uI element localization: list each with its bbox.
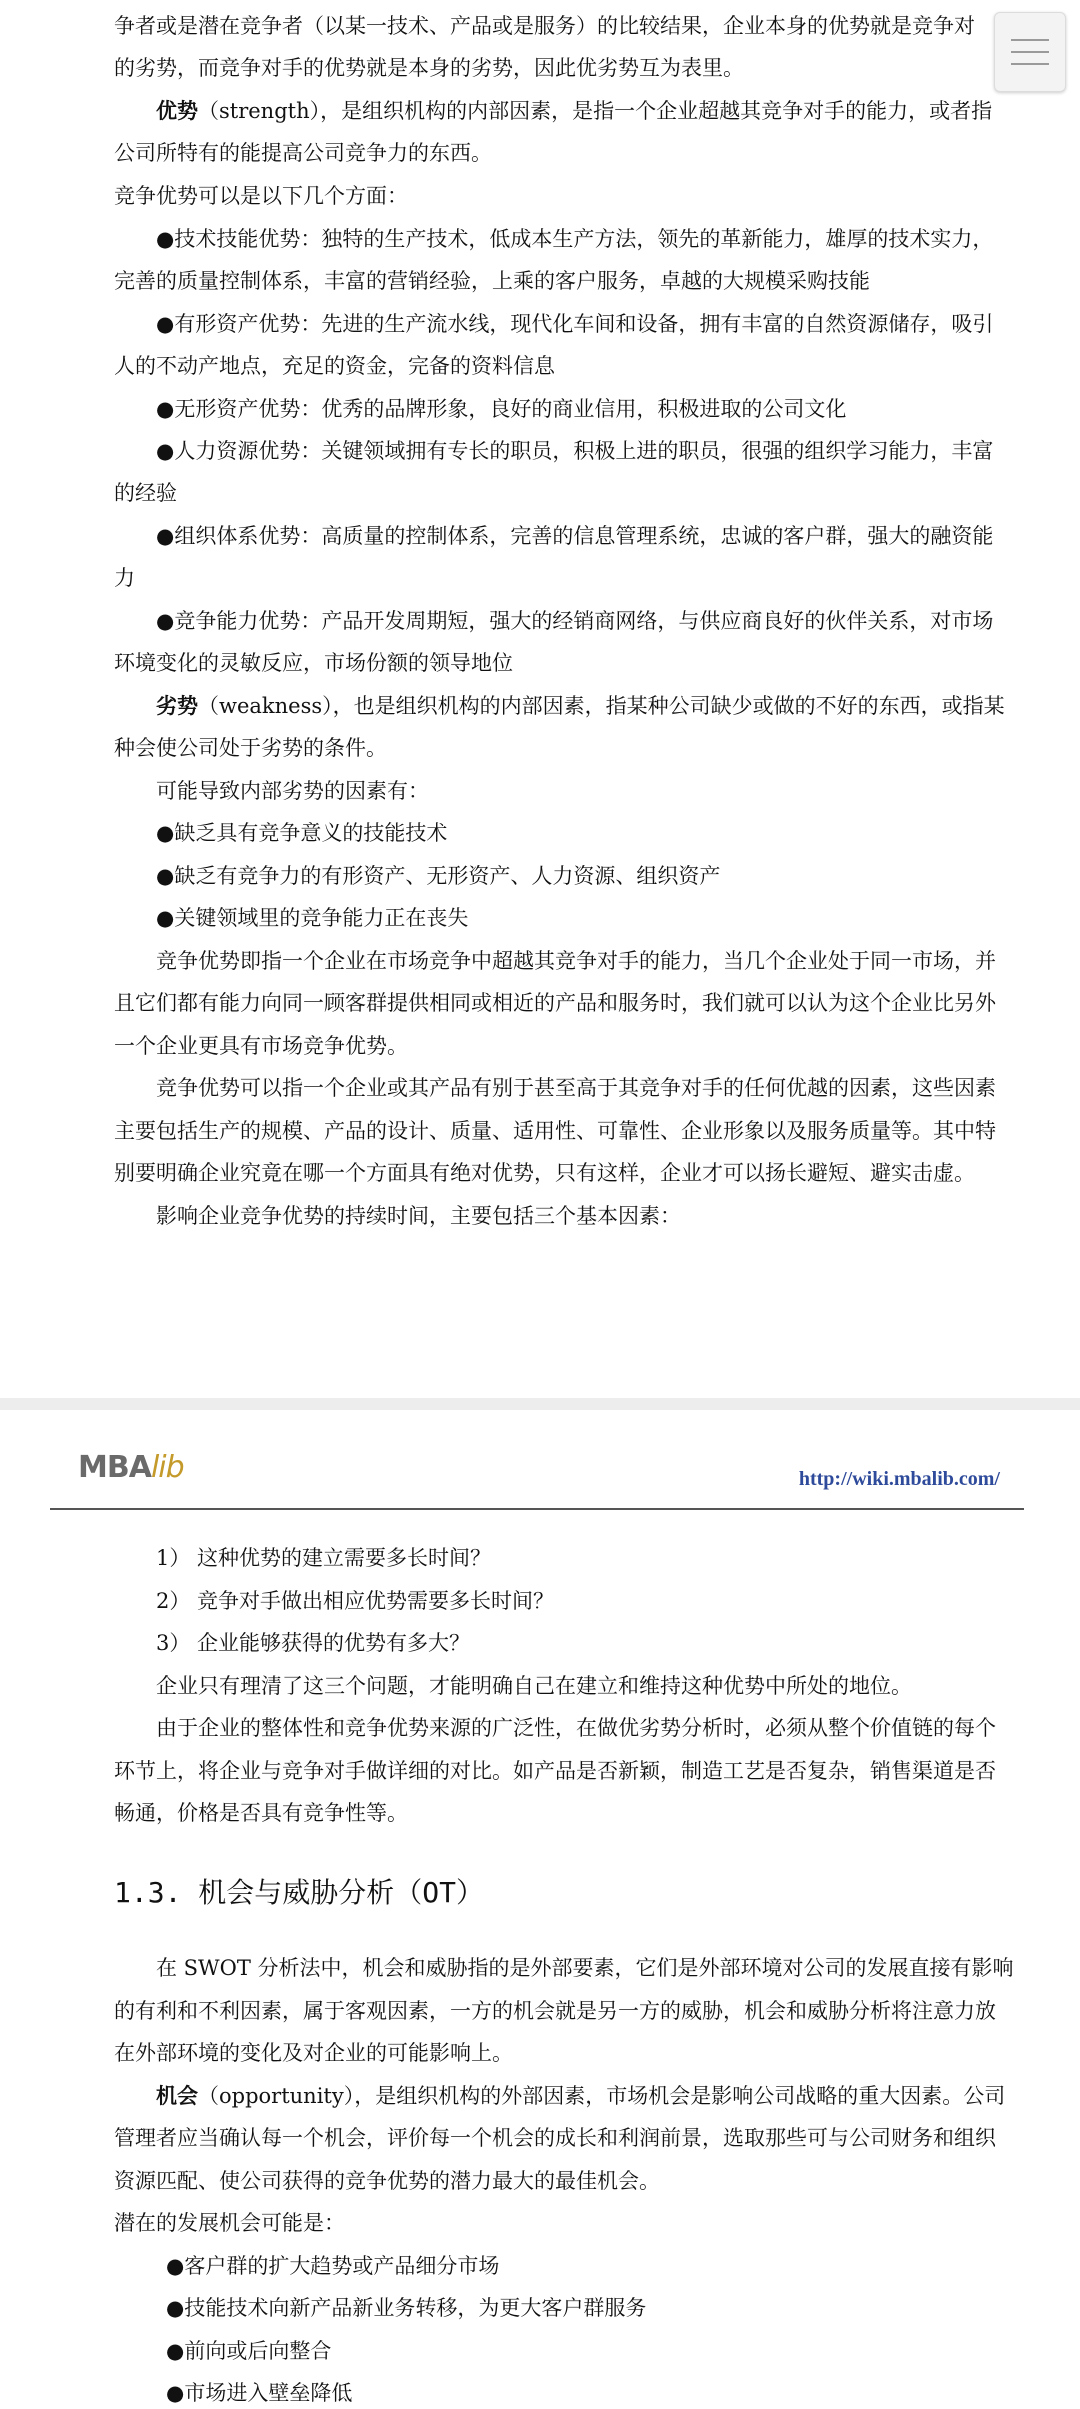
text-line: 潜在的发展机会可能是： (114, 2211, 345, 2235)
bullet-line: ●关键领域里的竞争能力正在丧失 (156, 906, 469, 930)
text-line: 且它们都有能力向同一顾客群提供相同或相近的产品和服务时，我们就可以认为这个企业比另外 (114, 991, 996, 1015)
bullet-line: ●客户群的扩大趋势或产品细分市场 (166, 2254, 500, 2278)
bullet-line: ●市场进入壁垒降低 (166, 2381, 353, 2405)
text-line: 力 (114, 566, 135, 590)
text-line: 人的不动产地点，充足的资金，完备的资料信息 (114, 354, 555, 378)
text-line: 的有利和不利因素，属于客观因素，一方的机会就是另一方的威胁，机会和威胁分析将注意力放 (114, 1999, 996, 2023)
page-header (50, 1450, 1024, 1512)
bullet-line: ●无形资产优势：优秀的品牌形象，良好的商业信用，积极进取的公司文化 (156, 397, 847, 421)
header-url-link[interactable]: http://wiki.mbalib.com/ (798, 1468, 1000, 1490)
strength-paragraph-line: 优势（strength），是组织机构的内部因素，是指一个企业超越其竞争对手的能力，或者指 (156, 98, 993, 123)
opportunity-term: 机会 (156, 2083, 198, 2108)
bullet-line: ●人力资源优势：关键领域拥有专长的职员，积极上进的职员，很强的组织学习能力，丰富 (156, 439, 994, 463)
hamburger-icon (1011, 51, 1049, 53)
text-line: 的劣势，而竞争对手的优势就是本身的劣势，因此优劣势互为表里。 (114, 56, 744, 80)
bullet-line: ●缺乏有竞争力的有形资产、无形资产、人力资源、组织资产 (156, 864, 721, 888)
question-item: 3） 企业能够获得的优势有多大？ (156, 1631, 471, 1655)
text-line: 环境变化的灵敏反应，市场份额的领导地位 (114, 651, 513, 675)
weakness-paragraph-line: 劣势（weakness），也是组织机构的内部因素，指某种公司缺少或做的不好的东西，或指某 (156, 693, 1005, 718)
bullet-line: ●有形资产优势：先进的生产流水线，现代化车间和设备，拥有丰富的自然资源储存，吸引 (156, 312, 994, 336)
text-line: 争者或是潜在竞争者（以某一技术、产品或是服务）的比较结果，企业本身的优势就是竞争对 (114, 14, 975, 38)
text-line: 公司所特有的能提高公司竞争力的东西。 (114, 141, 492, 165)
text-line: 竞争优势可以是以下几个方面： (114, 184, 408, 208)
text-line: 影响企业竞争优势的持续时间，主要包括三个基本因素： (156, 1204, 681, 1228)
question-item: 2） 竞争对手做出相应优势需要多长时间？ (156, 1589, 555, 1613)
bullet-line: ●竞争能力优势：产品开发周期短，强大的经销商网络，与供应商良好的伙伴关系，对市场 (156, 609, 994, 633)
hamburger-icon (1011, 39, 1049, 41)
question-item: 1） 这种优势的建立需要多长时间？ (156, 1546, 492, 1570)
text-line: 主要包括生产的规模、产品的设计、质量、适用性、可靠性、企业形象以及服务质量等。其中特 (114, 1119, 996, 1143)
bullet-line: ●缺乏具有竞争意义的技能技术 (156, 821, 448, 845)
text-line: 畅通，价格是否具有竞争性等。 (114, 1801, 408, 1825)
text-line: 竞争优势可以指一个企业或其产品有别于甚至高于其竞争对手的任何优越的因素，这些因素 (156, 1076, 996, 1100)
document-page-2 (0, 1410, 1080, 2405)
text-line: 别要明确企业究竟在哪一个方面具有绝对优势，只有这样，企业才可以扬长避短、避实击虚。 (114, 1161, 975, 1185)
menu-button[interactable] (994, 12, 1066, 92)
text-line: 竞争优势即指一个企业在市场竞争中超越其竞争对手的能力，当几个企业处于同一市场，并 (156, 949, 996, 973)
text-line: 在 SWOT 分析法中，机会和威胁指的是外部要素，它们是外部环境对公司的发展直接有影响 (156, 1956, 1014, 1980)
text-line: 资源匹配、使公司获得的竞争优势的潜力最大的最佳机会。 (114, 2169, 660, 2193)
opportunity-paragraph-line: 机会（opportunity），是组织机构的外部因素，市场机会是影响公司战略的重大因素。公司 (156, 2083, 1006, 2108)
bullet-line: ●技能技术向新产品新业务转移，为更大客户群服务 (166, 2296, 647, 2320)
bullet-line: ●前向或后向整合 (166, 2339, 332, 2363)
text-line: 完善的质量控制体系，丰富的营销经验，上乘的客户服务，卓越的大规模采购技能 (114, 269, 870, 293)
text-line: 环节上，将企业与竞争对手做详细的对比。如产品是否新颖，制造工艺是否复杂，销售渠道是否 (114, 1759, 996, 1783)
text-line: 一个企业更具有市场竞争优势。 (114, 1034, 408, 1058)
mbalib-logo: MBAlib (78, 1450, 184, 1485)
text-line: 企业只有理清了这三个问题，才能明确自己在建立和维持这种优势中所处的地位。 (156, 1674, 912, 1698)
section-heading: 1.3. 机会与威胁分析（OT） (114, 1876, 485, 1909)
hamburger-icon (1011, 63, 1049, 65)
text-line: 种会使公司处于劣势的条件。 (114, 736, 387, 760)
text-line: 由于企业的整体性和竞争优势来源的广泛性，在做优劣势分析时，必须从整个价值链的每个 (156, 1716, 996, 1740)
text-line: 在外部环境的变化及对企业的可能影响上。 (114, 2041, 513, 2065)
strength-term: 优势 (156, 98, 198, 123)
text-line: 的经验 (114, 481, 177, 505)
bullet-line: ●组织体系优势：高质量的控制体系，完善的信息管理系统，忠诚的客户群，强大的融资能 (156, 524, 994, 548)
page-separator (0, 1398, 1080, 1410)
bullet-line: ●技术技能优势：独特的生产技术，低成本生产方法，领先的革新能力，雄厚的技术实力， (156, 227, 994, 251)
weakness-term: 劣势 (156, 693, 198, 718)
text-line: 可能导致内部劣势的因素有： (156, 779, 429, 803)
text-line: 管理者应当确认每一个机会，评价每一个机会的成长和利润前景，选取那些可与公司财务和组织 (114, 2126, 996, 2150)
header-divider (50, 1508, 1024, 1510)
